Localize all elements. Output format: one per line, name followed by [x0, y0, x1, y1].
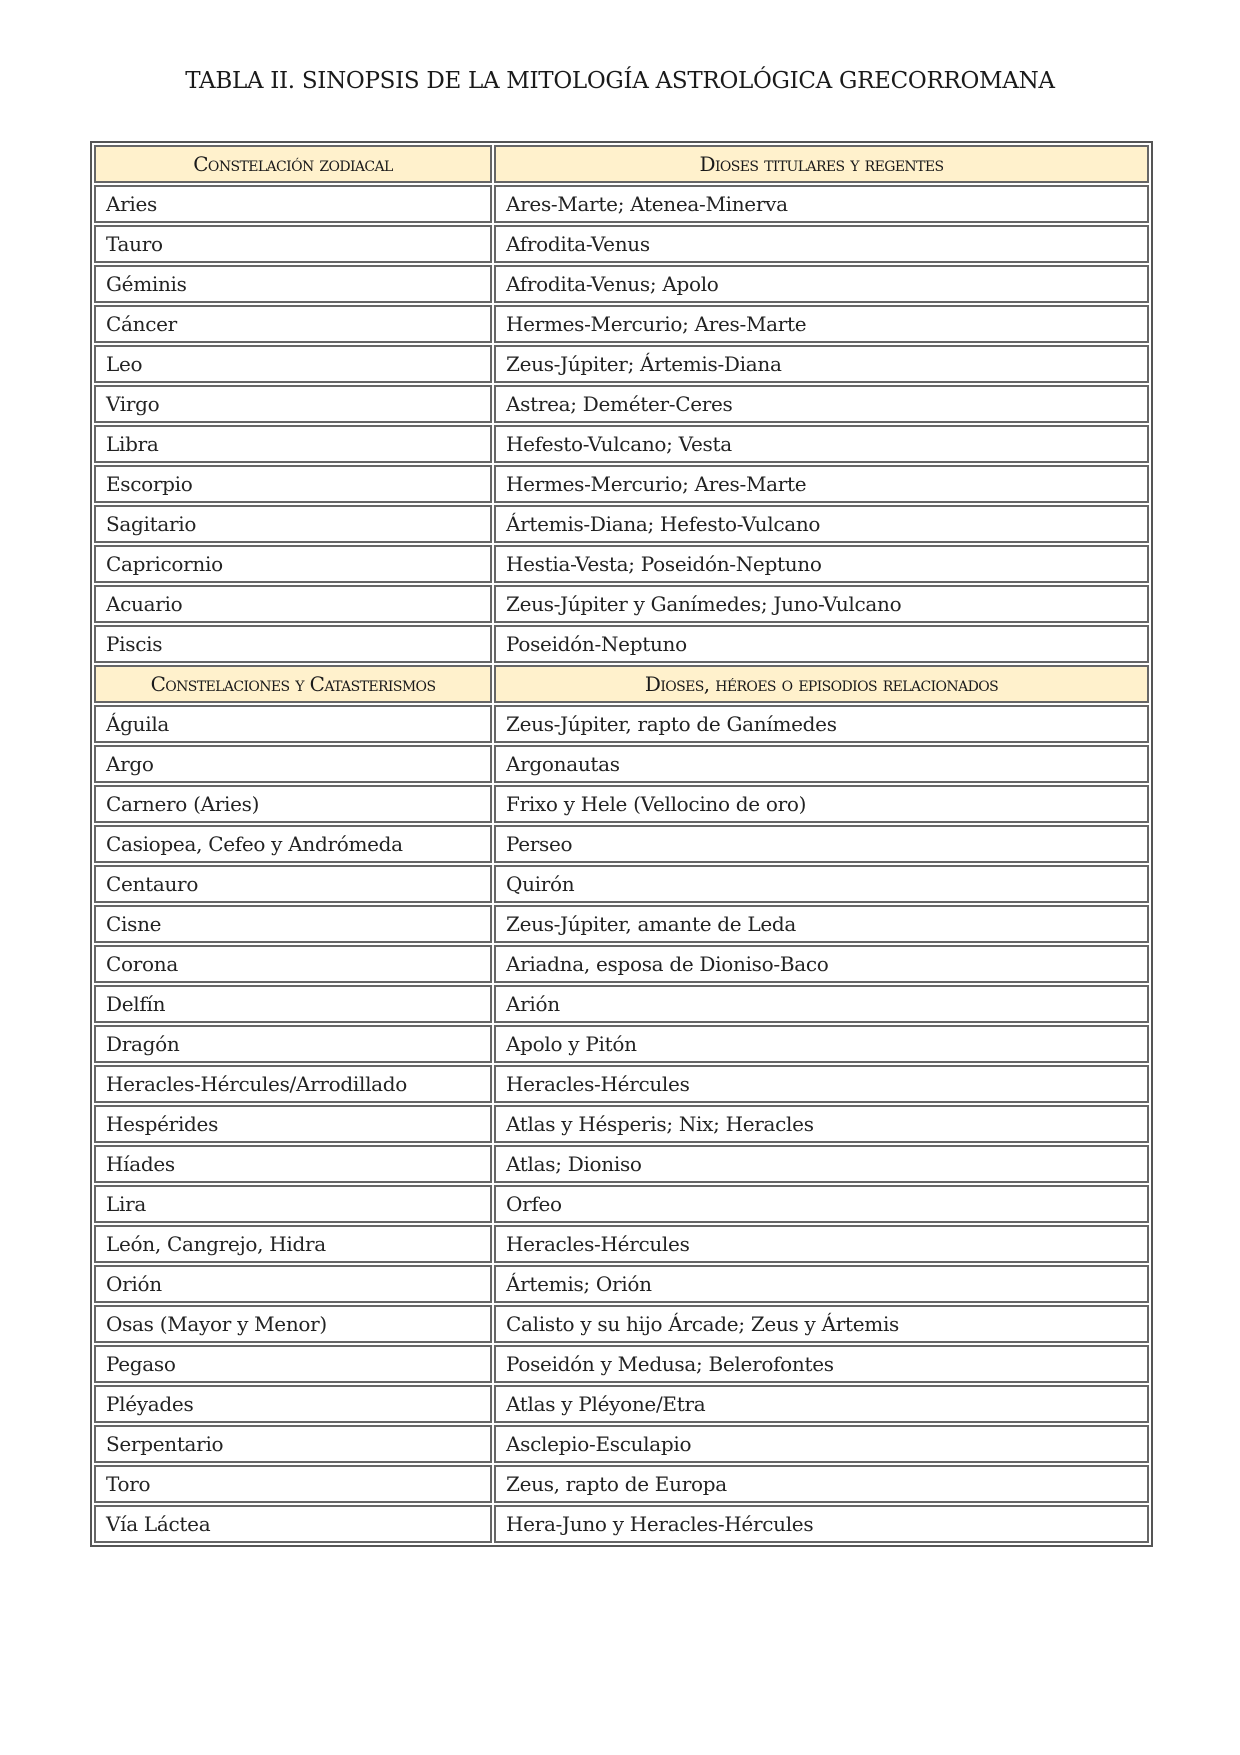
deities-cell: Hestia-Vesta; Poseidón-Neptuno: [494, 545, 1149, 583]
deities-cell: Zeus-Júpiter, amante de Leda: [494, 905, 1149, 943]
deities-cell: Ariadna, esposa de Dioniso-Baco: [494, 945, 1149, 983]
deities-cell: Ártemis-Diana; Hefesto-Vulcano: [494, 505, 1149, 543]
deities-cell: Poseidón-Neptuno: [494, 625, 1149, 663]
table-row: [94, 345, 1149, 383]
table-row: [94, 1105, 1149, 1143]
deities-cell: Hermes-Mercurio; Ares-Marte: [494, 305, 1149, 343]
table-row: [94, 905, 1149, 943]
constellation-cell: Libra: [94, 425, 492, 463]
deities-cell: Zeus-Júpiter; Ártemis-Diana: [494, 345, 1149, 383]
deities-cell: Poseidón y Medusa; Belerofontes: [494, 1345, 1149, 1383]
table-row: [94, 1465, 1149, 1503]
constellation-cell: Corona: [94, 945, 492, 983]
deities-cell: Atlas; Dioniso: [494, 1145, 1149, 1183]
table-row: [94, 1305, 1149, 1343]
deities-cell: Astrea; Deméter-Ceres: [494, 385, 1149, 423]
table-body: [94, 145, 1149, 1543]
column-header-deities: Dioses titulares y regentes: [494, 145, 1149, 183]
table-row: [94, 545, 1149, 583]
table-row: [94, 305, 1149, 343]
constellation-cell: Orión: [94, 1265, 492, 1303]
constellation-cell: Géminis: [94, 265, 492, 303]
table-row: [94, 1505, 1149, 1543]
table-row: [94, 1345, 1149, 1383]
constellation-cell: Hespérides: [94, 1105, 492, 1143]
table-row: [94, 825, 1149, 863]
constellation-cell: Cisne: [94, 905, 492, 943]
constellation-cell: Escorpio: [94, 465, 492, 503]
column-header-constellation: Constelaciones y Catasterismos: [94, 665, 492, 703]
section-header-row-2: [94, 665, 1149, 703]
deities-cell: Orfeo: [494, 1185, 1149, 1223]
constellation-cell: Lira: [94, 1185, 492, 1223]
constellation-cell: Dragón: [94, 1025, 492, 1063]
table-row: [94, 385, 1149, 423]
deities-cell: Zeus, rapto de Europa: [494, 1465, 1149, 1503]
constellation-cell: Leo: [94, 345, 492, 383]
constellation-cell: Casiopea, Cefeo y Andrómeda: [94, 825, 492, 863]
table-row: [94, 505, 1149, 543]
mythology-table: [90, 141, 1153, 1547]
constellation-cell: Acuario: [94, 585, 492, 623]
table-row: [94, 985, 1149, 1023]
constellation-cell: Delfín: [94, 985, 492, 1023]
deities-cell: Atlas y Pléyone/Etra: [494, 1385, 1149, 1423]
deities-cell: Afrodita-Venus: [494, 225, 1149, 263]
constellation-cell: Heracles-Hércules/Arrodillado: [94, 1065, 492, 1103]
deities-cell: Heracles-Hércules: [494, 1225, 1149, 1263]
deities-cell: Ares-Marte; Atenea-Minerva: [494, 185, 1149, 223]
table-row: [94, 1145, 1149, 1183]
table-row: [94, 625, 1149, 663]
table-row: [94, 465, 1149, 503]
table-row: [94, 585, 1149, 623]
section-header-row-1: [94, 145, 1149, 183]
page-title: TABLA II. SINOPSIS DE LA MITOLOGÍA ASTROLÓGICA GRECORROMANA: [185, 68, 1055, 94]
deities-cell: Frixo y Hele (Vellocino de oro): [494, 785, 1149, 823]
constellation-cell: Vía Láctea: [94, 1505, 492, 1543]
table-row: [94, 1265, 1149, 1303]
deities-cell: Atlas y Hésperis; Nix; Heracles: [494, 1105, 1149, 1143]
constellation-cell: Piscis: [94, 625, 492, 663]
constellation-cell: Carnero (Aries): [94, 785, 492, 823]
deities-cell: Quirón: [494, 865, 1149, 903]
deities-cell: Perseo: [494, 825, 1149, 863]
deities-cell: Apolo y Pitón: [494, 1025, 1149, 1063]
constellation-cell: Centauro: [94, 865, 492, 903]
table-row: [94, 425, 1149, 463]
constellation-cell: Águila: [94, 705, 492, 743]
table-row: [94, 265, 1149, 303]
column-header-constellation: Constelación zodiacal: [94, 145, 492, 183]
table-row: [94, 745, 1149, 783]
constellation-cell: Pegaso: [94, 1345, 492, 1383]
constellation-cell: Virgo: [94, 385, 492, 423]
constellation-cell: Cáncer: [94, 305, 492, 343]
table-row: [94, 705, 1149, 743]
deities-cell: Ártemis; Orión: [494, 1265, 1149, 1303]
deities-cell: Zeus-Júpiter y Ganímedes; Juno-Vulcano: [494, 585, 1149, 623]
deities-cell: Argonautas: [494, 745, 1149, 783]
deities-cell: Hermes-Mercurio; Ares-Marte: [494, 465, 1149, 503]
constellation-cell: León, Cangrejo, Hidra: [94, 1225, 492, 1263]
deities-cell: Arión: [494, 985, 1149, 1023]
constellation-cell: Serpentario: [94, 1425, 492, 1463]
deities-cell: Hefesto-Vulcano; Vesta: [494, 425, 1149, 463]
constellation-cell: Toro: [94, 1465, 492, 1503]
table-row: [94, 1185, 1149, 1223]
constellation-cell: Osas (Mayor y Menor): [94, 1305, 492, 1343]
table-row: [94, 1025, 1149, 1063]
table-row: [94, 185, 1149, 223]
table-row: [94, 1385, 1149, 1423]
constellation-cell: Tauro: [94, 225, 492, 263]
deities-cell: Heracles-Hércules: [494, 1065, 1149, 1103]
table-row: [94, 1065, 1149, 1103]
table-row: [94, 1225, 1149, 1263]
constellation-cell: Aries: [94, 185, 492, 223]
table-row: [94, 865, 1149, 903]
constellation-cell: Pléyades: [94, 1385, 492, 1423]
constellation-cell: Capricornio: [94, 545, 492, 583]
constellation-cell: Argo: [94, 745, 492, 783]
table-row: [94, 785, 1149, 823]
deities-cell: Asclepio-Esculapio: [494, 1425, 1149, 1463]
deities-cell: Hera-Juno y Heracles-Hércules: [494, 1505, 1149, 1543]
column-header-deities: Dioses, héroes o episodios relacionados: [494, 665, 1149, 703]
deities-cell: Calisto y su hijo Árcade; Zeus y Ártemis: [494, 1305, 1149, 1343]
deities-cell: Afrodita-Venus; Apolo: [494, 265, 1149, 303]
constellation-cell: Sagitario: [94, 505, 492, 543]
table-row: [94, 225, 1149, 263]
table-row: [94, 945, 1149, 983]
table-row: [94, 1425, 1149, 1463]
constellation-cell: Híades: [94, 1145, 492, 1183]
deities-cell: Zeus-Júpiter, rapto de Ganímedes: [494, 705, 1149, 743]
